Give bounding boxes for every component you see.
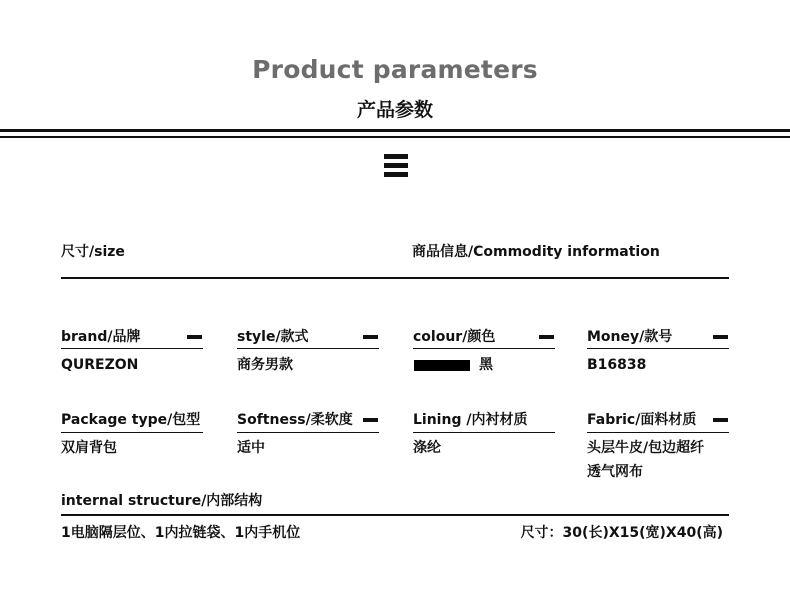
colour-swatch [414,360,470,371]
style-label: style/款式 [237,329,309,345]
lining-divider [413,432,555,433]
minus-icon [187,335,202,339]
fabric-value-line1: 头层牛皮/包边超纤 [587,440,705,456]
minus-icon [713,418,728,422]
minus-icon [363,335,378,339]
fabric-value-line2: 透气网布 [587,464,643,480]
colour-label: colour/颜色 [413,329,496,345]
package-label: Package type/包型 [61,412,201,428]
brand-value: QUREZON [61,357,139,373]
softness-value: 适中 [237,440,265,456]
internal-structure-value: 1电脑隔层位、1内拉链袋、1内手机位 [61,525,301,541]
commodity-header: 商品信息/Commodity information [412,244,660,260]
fabric-divider [587,432,729,433]
money-divider [587,348,729,349]
menu-icon [384,154,408,177]
money-label: Money/款号 [587,329,673,345]
page-title: Product parameters [252,55,538,84]
lining-value: 涤纶 [413,440,441,456]
colour-value: 黑 [479,357,493,373]
package-divider [61,432,203,433]
fabric-label: Fabric/面料材质 [587,412,697,428]
brand-divider [61,348,203,349]
minus-icon [713,335,728,339]
internal-divider [61,514,729,516]
minus-icon [363,418,378,422]
softness-label: Softness/柔软度 [237,412,353,428]
money-value: B16838 [587,357,647,373]
brand-label: brand/品牌 [61,329,141,345]
size-header: 尺寸/size [61,244,125,260]
dimensions-value: 尺寸：30(长)X15(宽)X40(高) [520,525,723,541]
softness-divider [237,432,379,433]
minus-icon [539,335,554,339]
style-divider [237,348,379,349]
lining-label: Lining /内衬材质 [413,412,528,428]
double-divider [0,129,790,138]
colour-divider [413,348,555,349]
page-subtitle: 产品参数 [356,99,433,121]
internal-structure-label: internal structure/内部结构 [61,493,263,509]
header-divider [61,277,729,279]
style-value: 商务男款 [237,357,293,373]
package-value: 双肩背包 [61,440,117,456]
